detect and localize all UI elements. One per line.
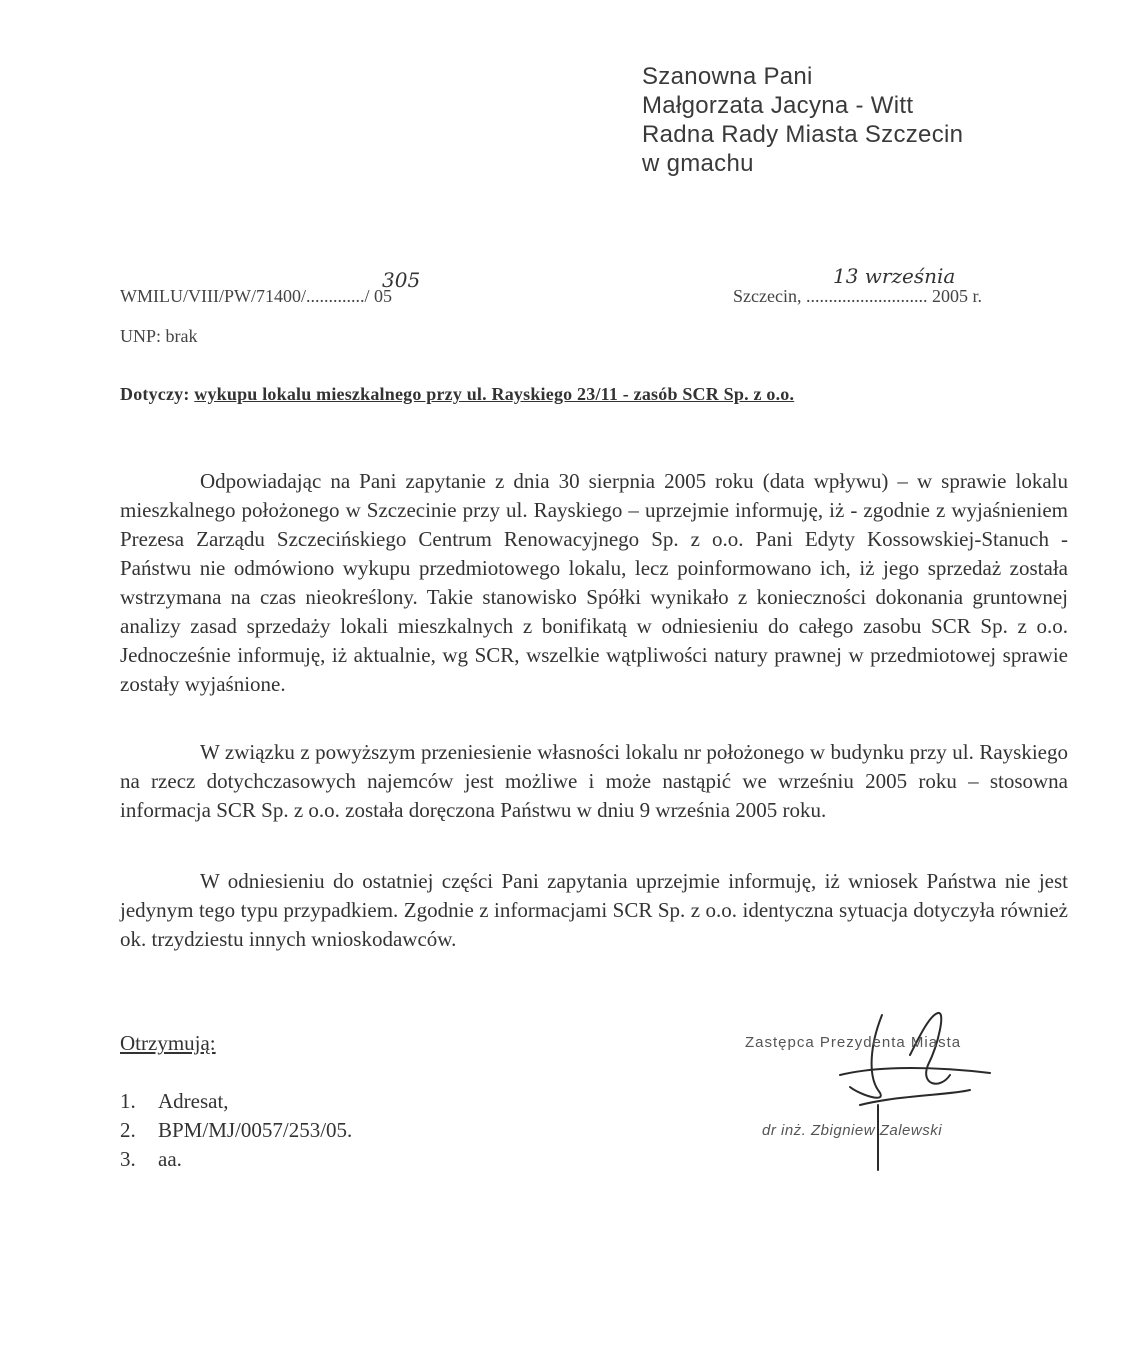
reference-handwritten-number: 305 [382,268,421,292]
unp-line: UNP: brak [120,326,198,346]
recipients-list [120,1087,352,1174]
subject-label: Dotyczy: [120,384,190,404]
list-item-text: Adresat, [158,1089,229,1113]
reference-suffix: / 05 [364,286,392,306]
addressee-block [642,62,963,178]
body-paragraph-2 [120,738,1068,825]
signature-name: dr inż. Zbigniew Zalewski [762,1122,943,1139]
list-item [120,1116,352,1145]
list-item-number: 1. [120,1089,136,1113]
date-city: Szczecin, [733,286,802,306]
addressee-name: Małgorzata Jacyna - Witt [642,92,914,119]
reference-number [120,268,421,307]
reference-dots: ............. [305,286,365,306]
body-paragraph-3 [120,867,1068,954]
body-paragraph-3-text: W odniesieniu do ostatniej części Pani zapytania uprzejmie informuję, iż wniosek Państwa nie jest jedynym tego typu przypadkiem. Zgodnie z informacjami SCR Sp. z o.o. identyczna sytuacja dotyczyła również ok. trzydziestu innych wnioskodawców. [120,869,1068,951]
addressee-title: Radna Rady Miasta Szczecin [642,121,964,148]
date-handwritten: 13 września [833,264,956,288]
list-item-number: 3. [120,1147,136,1171]
list-item-text: aa. [158,1147,182,1171]
date-dots: ........................... [805,286,928,306]
body-paragraph-1-text: Odpowiadając na Pani zapytanie z dnia 30 sierpnia 2005 roku (data wpływu) – w sprawie lokalu mieszkalnego położonego w Szczecinie przy ul. Rayskiego – uprzejmie informuję, iż - zgodnie z wyjaśnieniem Prezesa Zarządu Szczecińskiego Centrum Renowacyjnego Sp. z o.o. Pani Edyty Kossowskiej-Stanuch - Państwu nie odmówiono wykupu przedmiotowego lokalu, lecz poinformowano ich, iż jego sprzedaż została wstrzymana na czas nieokreślony. Takie stanowisko Spółki wynikało z konieczności dokonania gruntownej analizy zasad sprzedaży lokali mieszkalnych z bonifikatą w odniesieniu do całego zasobu SCR Sp. z o.o. Jednocześnie informuję, iż aktualnie, wg SCR, wszelkie wątpliwości natury prawnej w przedmiotowej sprawie zostały wyjaśnione. [120,469,1068,696]
list-item-number: 2. [120,1118,136,1142]
list-item [120,1087,352,1116]
list-item [120,1145,352,1174]
handwritten-signature [820,995,1020,1175]
date-year: 2005 r. [931,286,982,306]
recipients-heading: Otrzymują: [120,1031,216,1055]
date-line [733,264,982,307]
reference-prefix: WMILU/VIII/PW/71400/ [120,286,306,306]
addressee-salutation: Szanowna Pani [642,63,813,90]
list-item-text: BPM/MJ/0057/253/05. [158,1118,353,1142]
signature-title: Zastępca Prezydenta Miasta [745,1034,962,1051]
body-paragraph-2-text: W związku z powyższym przeniesienie własności lokalu nr położonego w budynku przy ul. Rayskiego na rzecz dotychczasowych najemców jest możliwe i może nastąpić we wrześniu 2005 roku – stosowna informacja SCR Sp. z o.o. została doręczona Państwu w dniu 9 września 2005 roku. [120,740,1068,822]
body-paragraph-1 [120,467,1068,699]
subject-line [120,384,794,405]
subject-text: wykupu lokalu mieszkalnego przy ul. Rayskiego 23/11 - zasób SCR Sp. z o.o. [194,384,795,404]
addressee-location: w gmachu [642,150,754,177]
